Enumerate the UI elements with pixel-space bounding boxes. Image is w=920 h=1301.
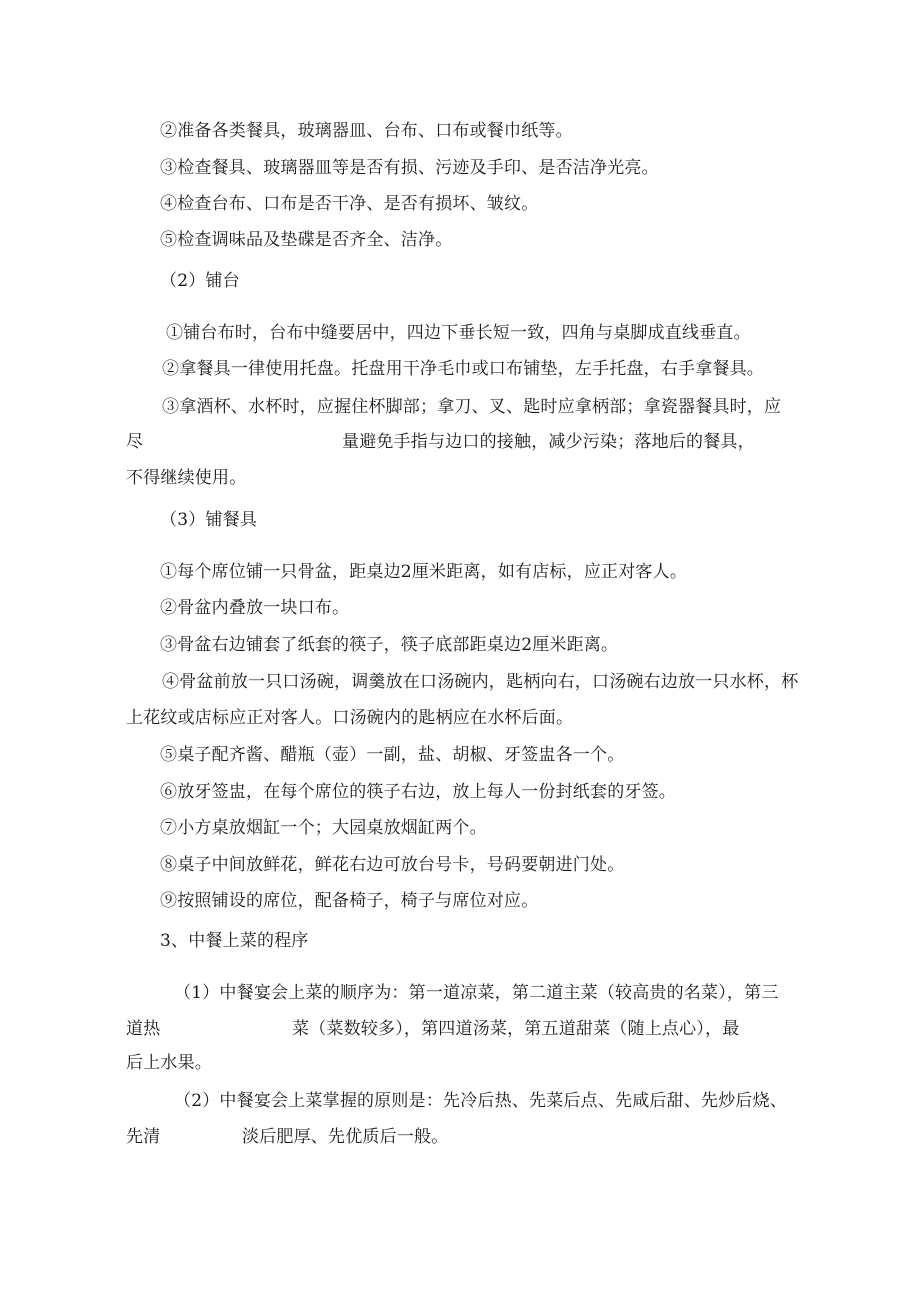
text-line: 尽 [126, 432, 144, 452]
text-line: ④骨盆前放一只口汤碗，调羹放在口汤碗内，匙柄向右，口汤碗右边放一只水杯，杯 [162, 672, 799, 692]
text-line: ⑤检查调味品及垫碟是否齐全、洁净。 [160, 230, 453, 250]
text-line: （1）中餐宴会上菜的顺序为：第一道凉菜，第二道主菜（较高贵的名菜），第三 [174, 983, 779, 1003]
text-line: ①每个席位铺一只骨盆，距桌边2厘米距离，如有店标，应正对客人。 [160, 562, 688, 582]
text-line: ②拿餐具一律使用托盘。托盘用干净毛巾或口布铺垫，左手托盘，右手拿餐具。 [162, 359, 764, 379]
text-line: 菜（菜数较多），第四道汤菜，第五道甜菜（随上点心），最 [292, 1019, 740, 1039]
text-line: ⑦小方桌放烟缸一个；大园桌放烟缸两个。 [160, 818, 487, 838]
text-line: ③骨盆右边铺套了纸套的筷子，筷子底部距桌边2厘米距离。 [160, 635, 619, 655]
text-line: 量避免手指与边口的接触，减少污染；落地后的餐具， [342, 432, 755, 452]
text-line: ⑨按照铺设的席位，配备椅子，椅子与席位对应。 [160, 891, 539, 911]
text-line: 淡后肥厚、先优质后一般。 [242, 1127, 449, 1147]
text-line: ②准备各类餐具，玻璃器皿、台布、口布或餐巾纸等。 [160, 121, 573, 141]
text-line: ⑥放牙签盅，在每个席位的筷子右边，放上每人一份封纸套的牙签。 [160, 782, 676, 802]
text-line: ⑤桌子配齐酱、醋瓶（壶）一副，盐、胡椒、牙签盅各一个。 [160, 745, 625, 765]
section-heading: （3）铺餐具 [160, 510, 258, 530]
text-line: ⑧桌子中间放鲜花，鲜花右边可放台号卡，号码要朝进门处。 [160, 855, 625, 875]
text-line: （2）中餐宴会上菜掌握的原则是：先冷后热、先菜后点、先咸后甜、先炒后烧、 [174, 1091, 788, 1111]
text-line: ③检查餐具、玻璃器皿等是否有损、污迹及手印、是否洁净光亮。 [160, 158, 659, 178]
text-line: 先清 [126, 1127, 161, 1147]
section-heading: 3、中餐上菜的程序 [160, 931, 309, 951]
text-line: ③拿酒杯、水杯时，应握住杯脚部；拿刀、叉、匙时应拿柄部；拿瓷器餐具时，应 [162, 397, 782, 417]
text-line: ②骨盆内叠放一块口布。 [160, 598, 350, 618]
text-line: ①铺台布时，台布中缝要居中，四边下垂长短一致，四角与桌脚成直线垂直。 [166, 323, 751, 343]
text-line: 后上水果。 [126, 1053, 212, 1073]
text-line: 上花纹或店标应正对客人。口汤碗内的匙柄应在水杯后面。 [126, 708, 574, 728]
section-heading: （2）铺台 [160, 271, 240, 291]
text-line: 道热 [126, 1019, 161, 1039]
text-line: ④检查台布、口布是否干净、是否有损坏、皱纹。 [160, 194, 539, 214]
text-line: 不得继续使用。 [126, 468, 247, 488]
